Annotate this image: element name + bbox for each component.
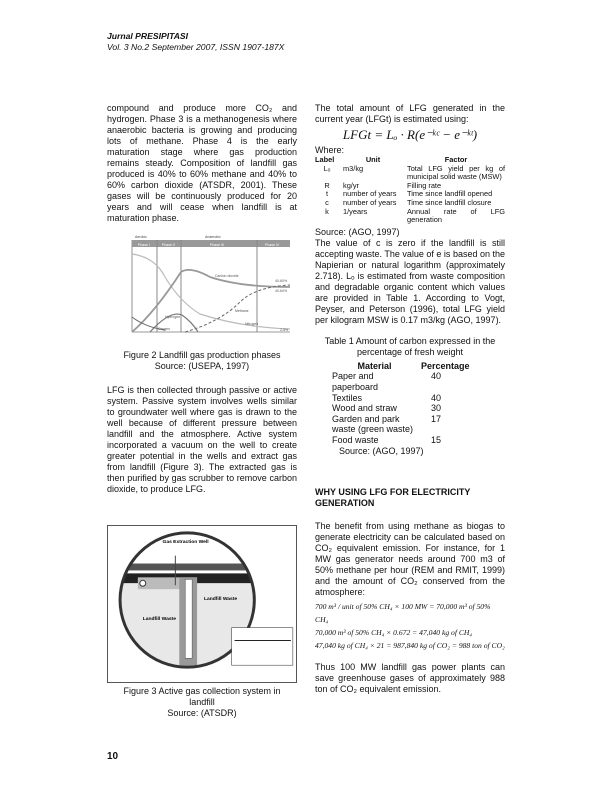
right-paragraph-2: The value of c is zero if the landfill is still accepting waste. The value of e is based on the Napierian or natural logarithm (approximately 2.718). Lₒ is estimated from waste composition and degradable organic content which values are provided in Table 1. According to Vogt, Peyser, and Peterson (1996), total LFG yield per kilogram MSW is 0.17 m3/kg (AGO, 1997).	[315, 237, 505, 325]
cell: kg/yr	[343, 180, 360, 190]
cell: t	[325, 189, 329, 199]
table-1-source: Source: (AGO, 1997)	[339, 445, 424, 456]
cell: 40	[431, 371, 442, 382]
curve-label: Carbon dioxide	[215, 274, 239, 278]
cell: Textiles	[332, 392, 363, 403]
table-row	[313, 208, 507, 225]
caption-source: Source: (ATSDR)	[167, 708, 237, 718]
cell: Wood and straw	[332, 403, 397, 414]
column-header: Label	[315, 155, 335, 164]
cell: Garden and park waste (green waste)	[332, 413, 414, 435]
phase-label: Phase IV	[265, 243, 280, 247]
column-header: Unit	[365, 155, 381, 164]
cell: number of years	[343, 197, 397, 207]
column-header: Percentage	[421, 360, 470, 371]
table-1-caption: Table 1 Amount of carbon expressed in the percentage of fresh weight	[324, 335, 496, 357]
end-label: 40-60%	[275, 279, 288, 283]
end-label: 2-5%	[280, 328, 289, 332]
journal-volume: Vol. 3 No.2 September 2007, ISSN 1907-187X	[107, 41, 285, 52]
right-paragraph-3: The benefit from using methane as biogas to generate electricity can be calculated based on CO₂ equivalent emission. For instance, for 1 MW gas generator needs around 700 m3 of 50% methane per hour (REM and RMIT, 1999) and the amount of CO₂ conserved from the atmosphere:	[315, 520, 505, 597]
table-row	[330, 403, 480, 414]
anaerobic-label: Anaerobic	[205, 235, 221, 239]
table-1	[330, 361, 480, 446]
table-row	[330, 393, 480, 404]
page-number: 10	[107, 751, 119, 762]
table-row	[330, 435, 480, 446]
figure-3-caption	[107, 686, 297, 719]
figure-3-image	[107, 525, 297, 683]
section-heading: WHY USING LFG FOR ELECTRICITY GENERATION	[315, 486, 471, 508]
left-paragraph-2: LFG is then collected through passive or active system. Passive system involves wells similar to groundwater well where gas is drawn to the well because of different pressure between landfill and the atmosphere. Active system incorporated a vacuum on the well to create greater potential in the wells and extract gas from landfill (Figure 3). The extracted gas is then purified by gas scrubber to remove carbon dioxide, to produce LFG.	[107, 385, 297, 494]
cell: Filling rate	[407, 180, 442, 190]
where-label: Where:	[315, 145, 345, 155]
caption: Figure 3 Active gas collection system in	[123, 686, 281, 696]
curve-label: Methane	[235, 309, 249, 313]
column-header: Material	[357, 360, 392, 371]
cell: 15	[431, 434, 442, 445]
running-header	[107, 31, 284, 52]
caption: Figure 2 Landfill gas production phases	[123, 350, 281, 360]
journal-name: Jurnal PRESIPITASI	[107, 31, 189, 41]
right-column	[315, 103, 505, 695]
left-paragraph-1: compound and produce more CO₂ and hydrogen. Phase 3 is a methanogenesis where anaerobic bacteria is growing and producing lots of methane. Phase 4 is the early maturation stage where gas production remains steady. Composition of landfill gas produced is 40% to 60% methane and 40% to 60% carbon dioxide (ATSDR, 2001). These gases will be continuously produced for 20 years and will cease when landfill is at maturation phase.	[107, 103, 297, 223]
cell: Time since landfill closure	[407, 197, 492, 207]
left-column	[107, 103, 297, 719]
gas-collection-diagram	[108, 526, 296, 682]
cell: Paper and paperboard	[332, 371, 379, 392]
cell: Food waste	[332, 434, 379, 445]
diagram-title: Gas Extraction Well	[162, 539, 209, 545]
phase-label: Phase I	[138, 243, 150, 247]
cell: Total LFG yield per kg of municipal solid waste (MSW)	[407, 163, 505, 182]
co2-equations	[315, 600, 505, 652]
cell: m3/kg	[343, 163, 364, 173]
curve-label: Nitrogen	[245, 322, 259, 326]
aerobic-label: Aerobic	[135, 235, 147, 239]
cell: 30	[431, 403, 442, 414]
variables-table	[313, 156, 507, 225]
figure-2-chart	[110, 232, 295, 348]
cell: number of years	[343, 189, 397, 199]
curve-label: Oxygen	[158, 327, 171, 331]
cell: Lₒ	[323, 163, 331, 173]
curve-label: Hydrogen	[165, 315, 181, 319]
right-paragraph-4: Thus 100 MW landfill gas power plants can save greenhouse gases of approximately 988 ton of CO₂ equivalent emission.	[315, 661, 505, 694]
equation: 70,000 m³ of 50% CH₄ × 0.672 = 47,040 kg of CH₄	[315, 627, 473, 637]
column-header: Factor	[444, 155, 468, 164]
end-label: 40-60%	[275, 289, 288, 293]
source-note: Source: (AGO, 1997)	[315, 226, 400, 237]
caption-source: Source: (USEPA, 1997)	[154, 361, 250, 371]
table-row	[330, 414, 480, 435]
cell: Time since landfill opened	[407, 189, 493, 199]
cell: Annual rate of LFG generation	[407, 206, 505, 225]
phase-label: Phase II	[162, 243, 175, 247]
landfill-phases-chart	[110, 232, 295, 348]
equation: 700 m³ / unit of 50% CH₄ × 100 MW = 70,000 m³ of 50% CH₄	[315, 601, 491, 624]
table-row	[313, 165, 507, 182]
cell: k	[325, 206, 329, 216]
lfg-formula: LFGt = Lₒ · R(e⁻ᵏᶜ − e⁻ᵏᵗ)	[342, 127, 478, 142]
figure-2-caption	[107, 350, 297, 372]
caption: landfill	[189, 697, 215, 707]
phase-label: Phase III	[210, 243, 224, 247]
cell: 1/years	[343, 206, 368, 216]
cell: 17	[431, 413, 442, 424]
cell: 40	[431, 392, 442, 403]
table-row	[330, 371, 480, 392]
diagram-label: Landfill Waste	[203, 597, 238, 603]
cell: c	[325, 197, 329, 207]
diagram-label: Landfill Waste	[142, 616, 176, 622]
cell: R	[324, 180, 330, 190]
right-paragraph-1: The total amount of LFG generated in the current year (LFGt) is estimated using:	[315, 103, 505, 124]
equation: 47,040 kg of CH₄ × 21 = 987,840 kg of CO₂ = 988 ton of CO₂	[315, 640, 505, 650]
